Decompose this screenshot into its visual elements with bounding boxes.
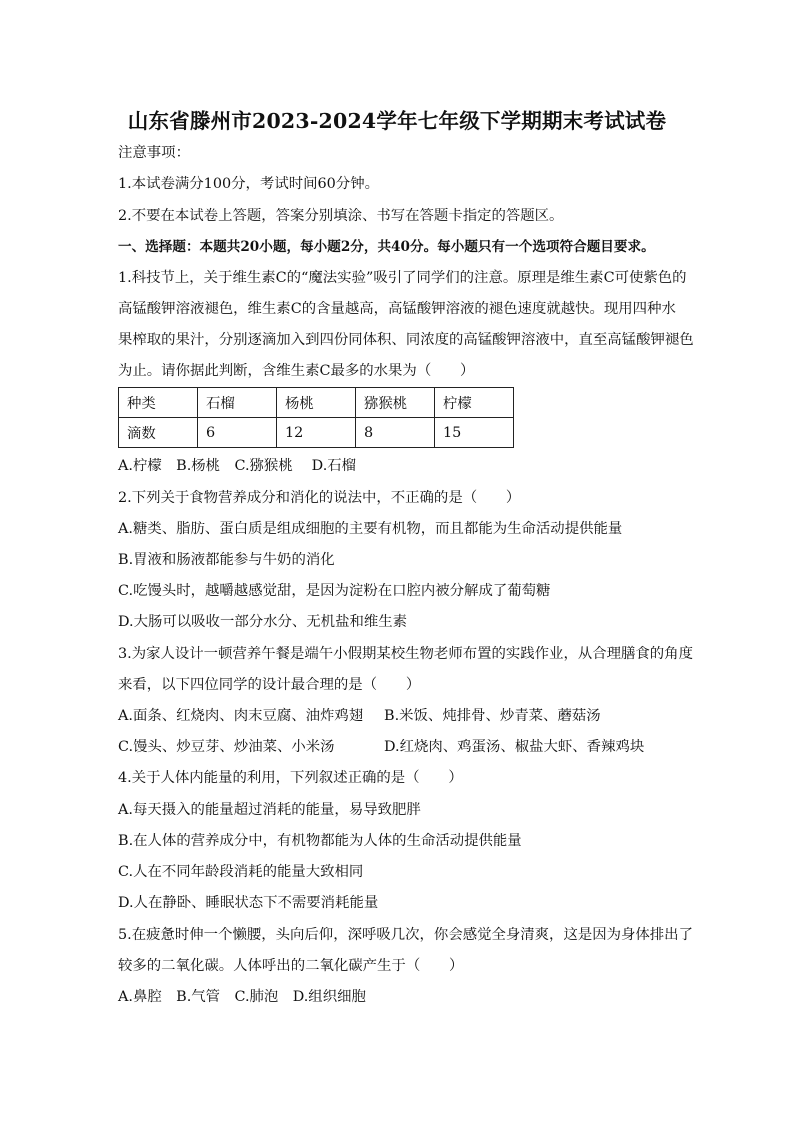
table-header-row [119,388,514,418]
table-cell: 滴数 [119,418,198,448]
notice-item: 1.本试卷满分100分，考试时间60分钟。 [118,176,379,192]
question-2-option: C.吃馒头时，越嚼越感觉甜，是因为淀粉在口腔内被分解成了葡萄糖 [118,583,551,599]
question-3-option: D.红烧肉、鸡蛋汤、椒盐大虾、香辣鸡块 [384,739,645,755]
question-3-options-row [118,737,678,757]
question-5-options: A.鼻腔 B.气管 C.肺泡 D.组织细胞 [118,989,366,1005]
question-4-option: B.在人体的营养成分中，有机物都能为人体的生命活动提供能量 [118,833,522,849]
question-5-line: 较多的二氧化碳。人体呼出的二氧化碳产生于（ ） [118,958,464,974]
question-3-line: 3.为家人设计一顿营养午餐是端午小假期某校生物老师布置的实践作业，从合理膳食的角度 [118,646,693,662]
question-4-option: D.人在静卧、睡眠状态下不需要消耗能量 [118,895,379,911]
question-1-line: 果榨取的果汁，分别逐滴加入到四份同体积、同浓度的高锰酸钾溶液中，直至高锰酸钾褪色 [118,332,694,348]
table-cell: 柠檬 [435,388,514,418]
question-1-line: 高锰酸钾溶液褪色，维生素C的含量越高，高锰酸钾溶液的褪色速度就越快。现用四种水 [118,301,676,317]
question-4-option: A.每天摄入的能量超过消耗的能量，易导致肥胖 [118,802,421,818]
section-heading: 一、选择题：本题共20小题，每小题2分，共40分。每小题只有一个选项符合题目要求。 [118,239,655,255]
question-2-option: D.大肠可以吸收一部分水分、无机盐和维生素 [118,614,408,630]
table-cell: 种类 [119,388,198,418]
question-3-line: 来看，以下四位同学的设计最合理的是（ ） [118,677,421,693]
question-1-options: A.柠檬 B.杨桃 C.猕猴桃 D.石榴 [118,458,357,474]
question-4-option: C.人在不同年龄段消耗的能量大致相同 [118,864,364,880]
question-3-option: A.面条、红烧肉、肉末豆腐、油炸鸡翅 [118,708,364,724]
question-2-option: B.胃液和肠液都能参与牛奶的消化 [118,552,335,568]
question-3-option: C.馒头、炒豆芽、炒油菜、小米汤 [118,739,335,755]
question-3-option: B.米饭、炖排骨、炒青菜、蘑菇汤 [384,708,601,724]
question-1-line: 为止。请你据此判断，含维生素C最多的水果为（ ） [118,363,475,379]
question-2-stem: 2.下列关于食物营养成分和消化的说法中，不正确的是（ ） [118,490,521,506]
table-cell: 8 [356,418,435,448]
question-4-stem: 4.关于人体内能量的利用，下列叙述正确的是（ ） [118,770,463,786]
table-cell: 杨桃 [277,388,356,418]
fruit-drops-table [118,387,514,448]
table-cell: 12 [277,418,356,448]
table-cell: 猕猴桃 [356,388,435,418]
page-title: 山东省滕州市2023-2024学年七年级下学期期末考试试卷 [127,109,667,133]
table-row [119,418,514,448]
table-cell: 15 [435,418,514,448]
question-5-line: 5.在疲惫时伸一个懒腰，头向后仰，深呼吸几次，你会感觉全身清爽，这是因为身体排出了 [118,927,693,943]
table-cell: 石榴 [198,388,277,418]
question-2-option: A.糖类、脂肪、蛋白质是组成细胞的主要有机物，而且都能为生命活动提供能量 [118,521,623,537]
notice-item: 2.不要在本试卷上答题，答案分别填涂、书写在答题卡指定的答题区。 [118,208,564,224]
question-3-options-row [118,706,678,726]
table-cell: 6 [198,418,277,448]
question-1-line: 1.科技节上，关于维生素C的“魔法实验”吸引了同学们的注意。原理是维生素C可使紫色的 [118,270,687,286]
notice-heading: 注意事项： [118,145,190,161]
